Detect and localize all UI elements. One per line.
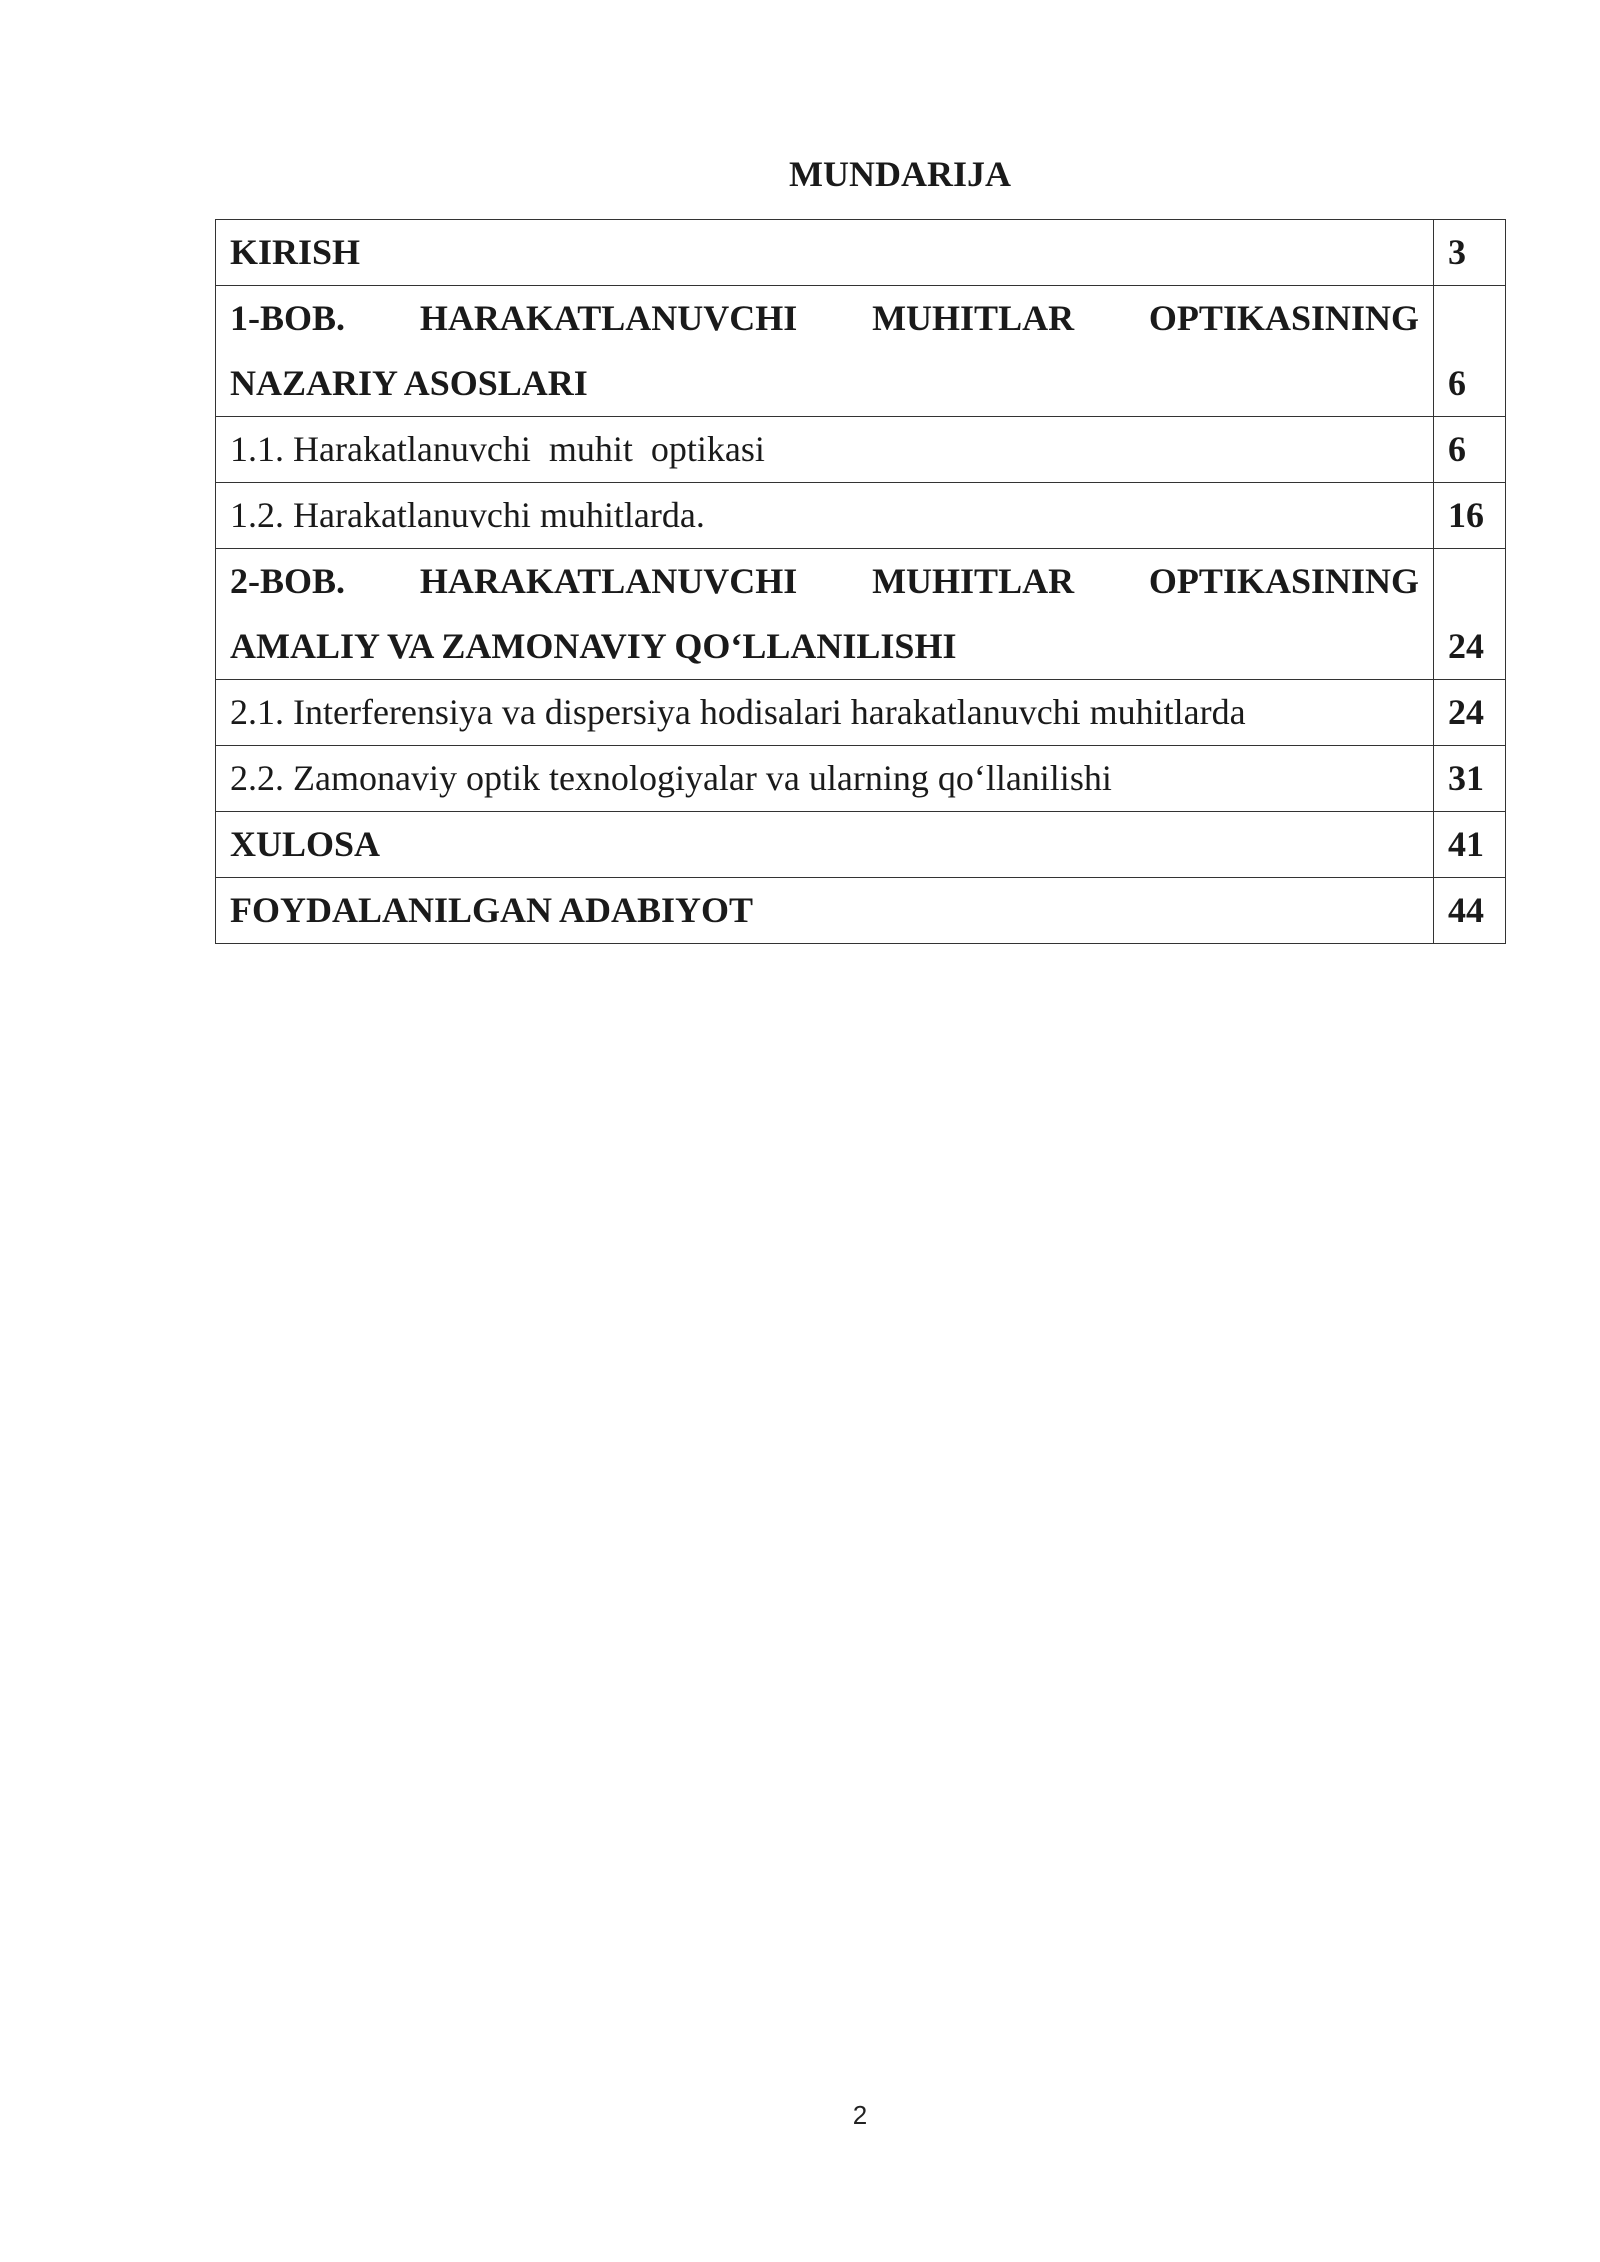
toc-entry-page: 41: [1434, 812, 1506, 878]
toc-entry-page: 6: [1434, 417, 1506, 483]
toc-entry-page: 16: [1434, 483, 1506, 549]
toc-entry-page: 3: [1434, 220, 1506, 286]
toc-entry-page: 24: [1434, 549, 1506, 680]
toc-row-1-2[interactable]: [216, 483, 1506, 549]
toc-row-xulosa[interactable]: [216, 812, 1506, 878]
toc-entry-page: 44: [1434, 878, 1506, 944]
toc-entry-page: 6: [1434, 286, 1506, 417]
toc-row-kirish[interactable]: [216, 220, 1506, 286]
toc-entry-title: FOYDALANILGAN ADABIYOT: [216, 878, 1434, 944]
toc-chapter-line-1: 1-BOB. HARAKATLANUVCHI MUHITLAR OPTIKASINING: [230, 298, 1419, 338]
toc-entry-title: XULOSA: [216, 812, 1434, 878]
toc-entry-title: 1.1. Harakatlanuvchi muhit optikasi: [216, 417, 1434, 483]
toc-chapter-line-2: AMALIY VA ZAMONAVIY QO‘LLANILISHI: [230, 626, 957, 666]
toc-row-chapter-2[interactable]: [216, 549, 1506, 680]
toc-row-chapter-1[interactable]: [216, 286, 1506, 417]
toc-chapter-line-2: NAZARIY ASOSLARI: [230, 363, 588, 403]
toc-row-2-1[interactable]: [216, 680, 1506, 746]
toc-entry-title: 2.2. Zamonaviy optik texnologiyalar va ularning qo‘llanilishi: [216, 746, 1434, 812]
page-title: MUNDARIJA: [789, 154, 1011, 194]
toc-entry-title: 2.1. Interferensiya va dispersiya hodisalari harakatlanuvchi muhitlarda: [216, 680, 1434, 746]
toc-row-adabiyot[interactable]: [216, 878, 1506, 944]
toc-entry-title: [216, 549, 1434, 680]
toc-row-1-1[interactable]: [216, 417, 1506, 483]
toc-row-2-2[interactable]: [216, 746, 1506, 812]
toc-entry-title: KIRISH: [216, 220, 1434, 286]
toc-entry-title: 1.2. Harakatlanuvchi muhitlarda.: [216, 483, 1434, 549]
table-of-contents: [215, 219, 1506, 944]
toc-entry-page: 31: [1434, 746, 1506, 812]
page-number: 2: [852, 2100, 868, 2130]
toc-entry-title: [216, 286, 1434, 417]
toc-chapter-line-1: 2-BOB. HARAKATLANUVCHI MUHITLAR OPTIKASINING: [230, 561, 1419, 601]
toc-entry-page: 24: [1434, 680, 1506, 746]
